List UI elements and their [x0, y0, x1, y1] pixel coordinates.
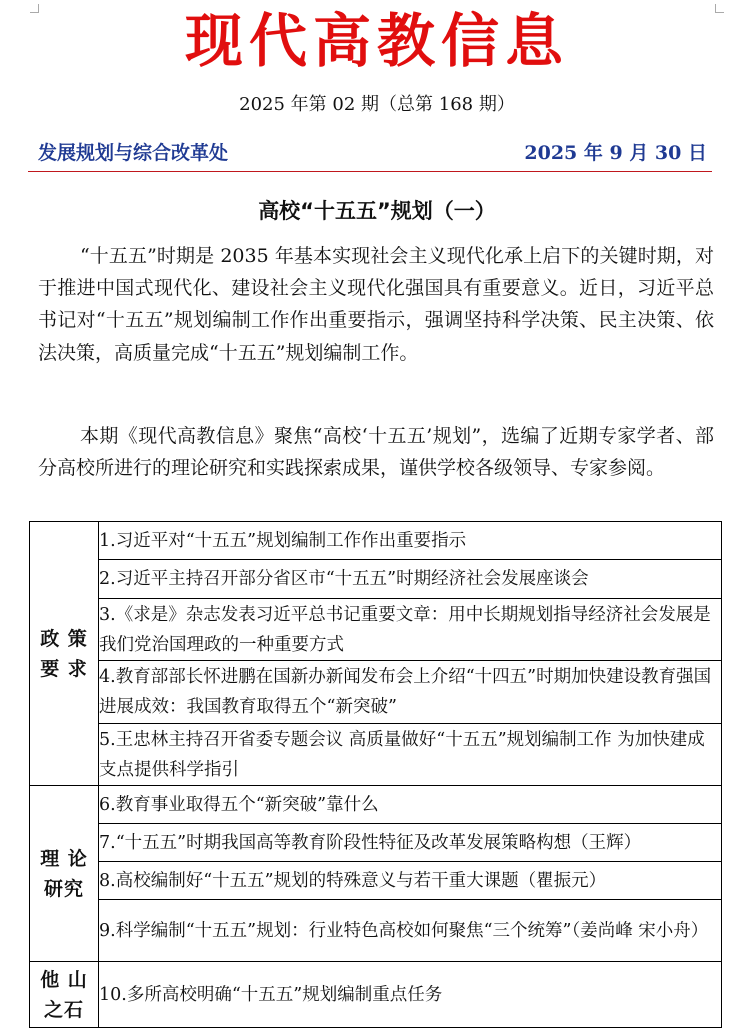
intro-paragraph: 本期《现代高教信息》聚焦“高校‘十五五’规划”，选编了近期专家学者、部分高校所进行的理论研究和实践探索成果，谨供学校各级领导、专家参阅。: [38, 425, 714, 480]
category-label: 要 求: [40, 657, 88, 680]
category-label: 理 论: [40, 847, 88, 870]
category-label: 政 策: [40, 627, 88, 650]
toc-item[interactable]: 2.习近平主持召开部分省区市“十五五”时期经济社会发展座谈会: [99, 560, 722, 599]
toc-item[interactable]: 7.“十五五”时期我国高等教育阶段性特征及改革发展策略构想（王辉）: [99, 824, 722, 862]
issue-number: 2025 年第 02 期（总第 168 期）: [239, 94, 515, 115]
department-name: 发展规划与综合改革处: [38, 142, 229, 164]
category-label: 研究: [43, 877, 84, 900]
toc-item[interactable]: 5.王忠林主持召开省委专题会议 高质量做好“十五五”规划编制工作 为加快建成支点提供科学指引: [99, 724, 722, 786]
toc-item[interactable]: 3.《求是》杂志发表习近平总书记重要文章：用中长期规划指导经济社会发展是我们党治国理政的一种重要方式: [99, 599, 722, 661]
category-theoretical-research: [30, 786, 99, 962]
header-divider: [28, 171, 712, 172]
contents-table: [29, 521, 722, 1028]
article-title: 高校“十五五”规划（一）: [258, 199, 496, 223]
toc-item[interactable]: 8.高校编制好“十五五”规划的特殊意义与若干重大课题（瞿振元）: [99, 862, 722, 900]
toc-item[interactable]: 6.教育事业取得五个“新突破”靠什么: [99, 786, 722, 824]
category-other-experiences: [30, 962, 99, 1028]
category-policy-requirements: [30, 522, 99, 786]
category-label: 之石: [43, 998, 84, 1021]
toc-item[interactable]: 4.教育部部长怀进鹏在国新办新闻发布会上介绍“十四五”时期加快建设教育强国进展成效：我国教育取得五个“新突破”: [99, 661, 722, 724]
toc-item[interactable]: 10.多所高校明确“十五五”规划编制重点任务: [99, 962, 722, 1028]
toc-item[interactable]: 9.科学编制“十五五”规划：行业特色高校如何聚焦“三个统筹”（姜尚峰 宋小舟）: [99, 900, 722, 962]
intro-paragraph: “十五五”时期是 2035 年基本实现社会主义现代化承上启下的关键时期，对于推进中国式现代化、建设社会主义现代化强国具有重要意义。近日，习近平总书记对“十五五”规划编制工作作出重要指示，强调坚持科学决策、民主决策、依法决策，高质量完成“十五五”规划编制工作。: [38, 245, 714, 364]
toc-item[interactable]: 1.习近平对“十五五”规划编制工作作出重要指示: [99, 522, 722, 560]
masthead: 现代高教信息: [184, 7, 569, 75]
category-label: 他 山: [40, 968, 88, 991]
issue-date: 2025 年 9 月 30 日: [524, 142, 707, 164]
